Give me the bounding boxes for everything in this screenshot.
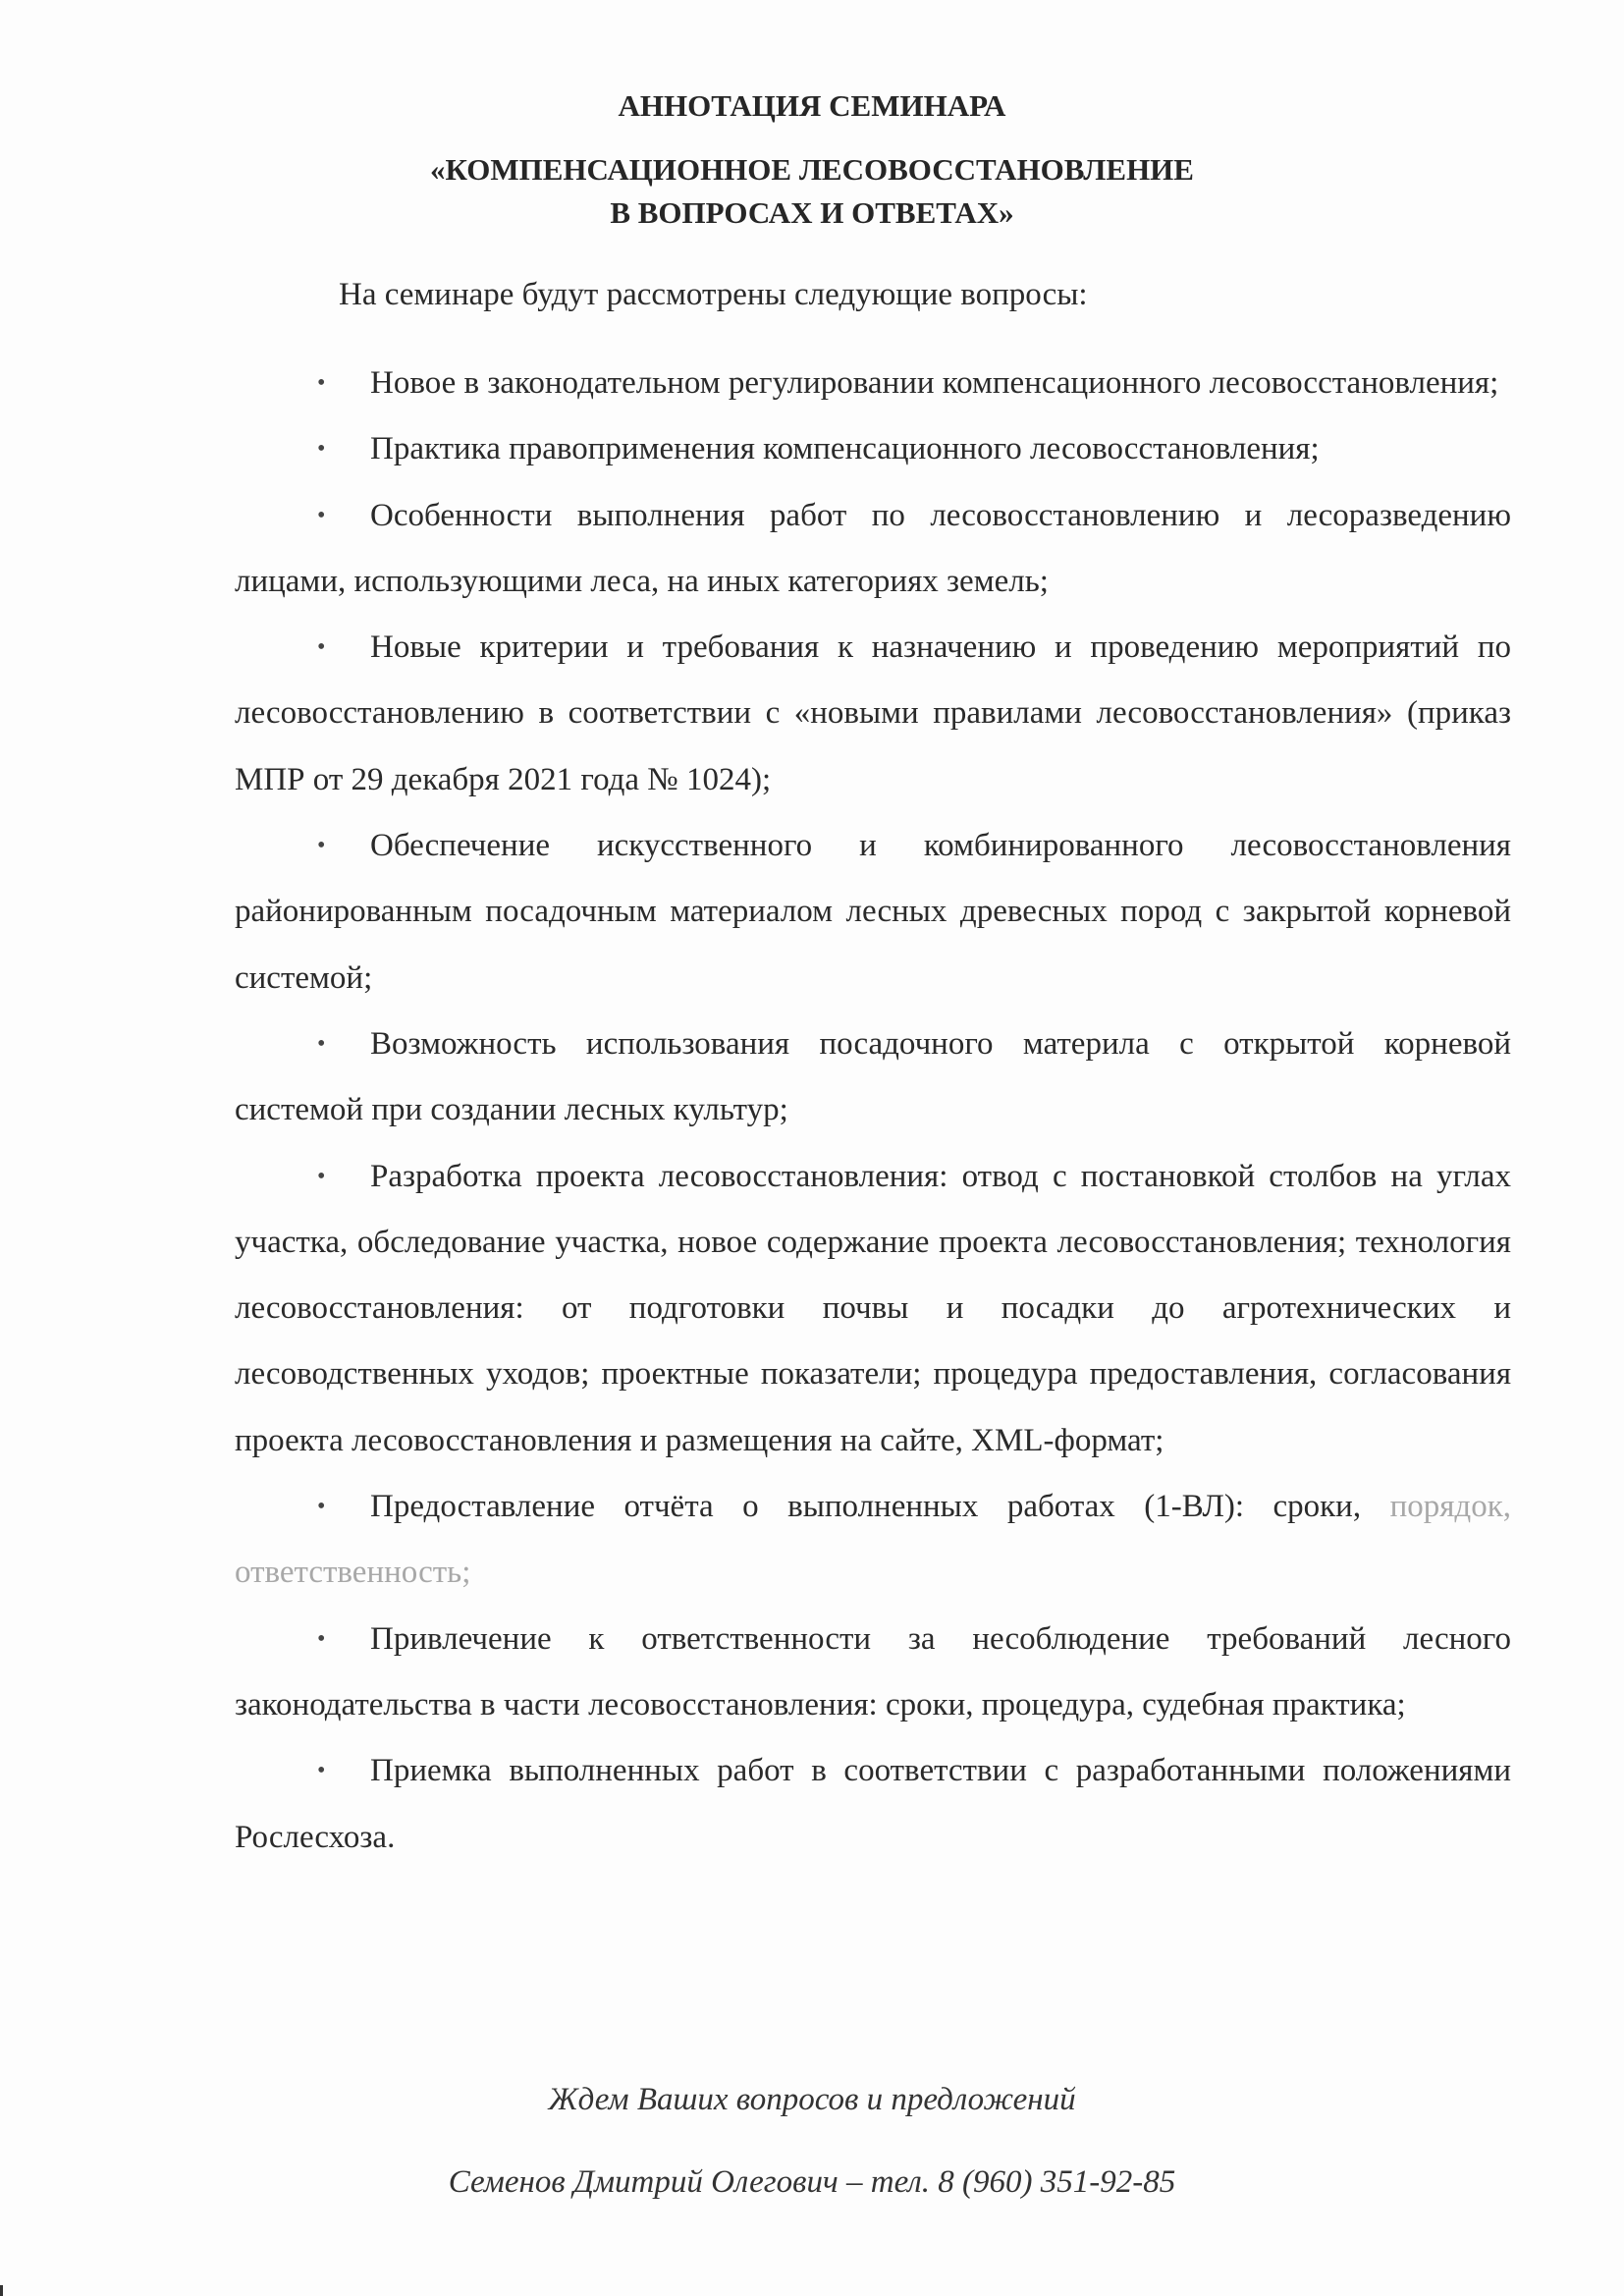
list-item-faded-text: порядок, ответственность; <box>235 1489 1511 1591</box>
list-item-text: Новые критерии и требования к назначению и проведению мероприятий по лесовосстановлению в соответствии с «новыми правилами лесовосстановления» (приказ МПР от 29 декабря 2021 года № 1024); <box>235 629 1511 797</box>
bullet-dot-icon: • <box>317 436 326 463</box>
bullet-dot-icon: • <box>317 370 326 396</box>
bullet-dot-icon: • <box>317 833 326 859</box>
list-item-text: Предоставление отчёта о выполненных работах (1-ВЛ): сроки, <box>370 1489 1362 1525</box>
list-item-text: Особенности выполнения работ по лесовосстановлению и лесоразведению лицами, использующими леса, на иных категориях земель; <box>235 497 1511 599</box>
list-item <box>235 813 1511 1011</box>
list-item-text: Обеспечение искусственного и комбинированного лесовосстановления районированным посадочным материалом лесных древесных пород с закрытой корневой системой; <box>235 828 1511 996</box>
list-item <box>235 1738 1511 1871</box>
bullet-dot-icon: • <box>317 1030 326 1057</box>
list-item <box>235 615 1511 813</box>
closing-text: Ждем Ваших вопросов и предложений <box>548 2082 1076 2117</box>
title-line-2: «КОМПЕНСАЦИОННОЕ ЛЕСОВОССТАНОВЛЕНИЕ <box>430 152 1194 187</box>
list-item <box>235 351 1511 416</box>
bullet-dot-icon: • <box>317 1758 326 1784</box>
bullet-dot-icon: • <box>317 1494 326 1520</box>
title-line-3: В ВОПРОСАХ И ОТВЕТАХ» <box>610 195 1014 230</box>
bullet-dot-icon: • <box>317 1163 326 1189</box>
list-item <box>235 1474 1511 1607</box>
list-item <box>235 1144 1511 1474</box>
intro-text: На семинаре будут рассмотрены следующие вопросы: <box>339 277 1088 312</box>
bullet-dot-icon: • <box>317 1625 326 1652</box>
title-line-1: АННОТАЦИЯ СЕМИНАРА <box>618 88 1006 123</box>
list-item <box>235 416 1511 482</box>
list-item-text: Новое в законодательном регулировании компенсационного лесовосстановления; <box>370 365 1499 401</box>
list-item-text: Практика правоприменения компенсационного лесовосстановления; <box>370 431 1320 467</box>
list-item-text: Привлечение к ответственности за несоблюдение требований лесного законодательства в части лесовосстановления: сроки, процедура, судебная практика; <box>235 1620 1511 1722</box>
list-item-text: Возможность использования посадочного материла с открытой корневой системой при создании лесных культур; <box>235 1025 1511 1128</box>
contact-text: Семенов Дмитрий Олегович – тел. 8 (960) 351-92-85 <box>448 2164 1176 2200</box>
bullet-dot-icon: • <box>317 634 326 661</box>
list-item-text: Разработка проекта лесовосстановления: отвод с постановкой столбов на углах участка, обследование участка, новое содержание проекта лесовосстановления; технология лесовосстановления: от подготовки почвы и посадки до агротехнических и лесоводственных уходов; проектные показатели; процедура предоставления, согласования проекта лесовосстановления и размещения на сайте, XML-формат; <box>235 1158 1511 1458</box>
scan-mark <box>0 2285 3 2296</box>
list-item <box>235 483 1511 616</box>
bullet-dot-icon: • <box>317 502 326 528</box>
list-item <box>235 1011 1511 1144</box>
topics-list <box>235 351 1511 1871</box>
list-item-text: Приемка выполненных работ в соответствии с разработанными положениями Рослесхоза. <box>235 1753 1511 1855</box>
list-item <box>235 1607 1511 1739</box>
